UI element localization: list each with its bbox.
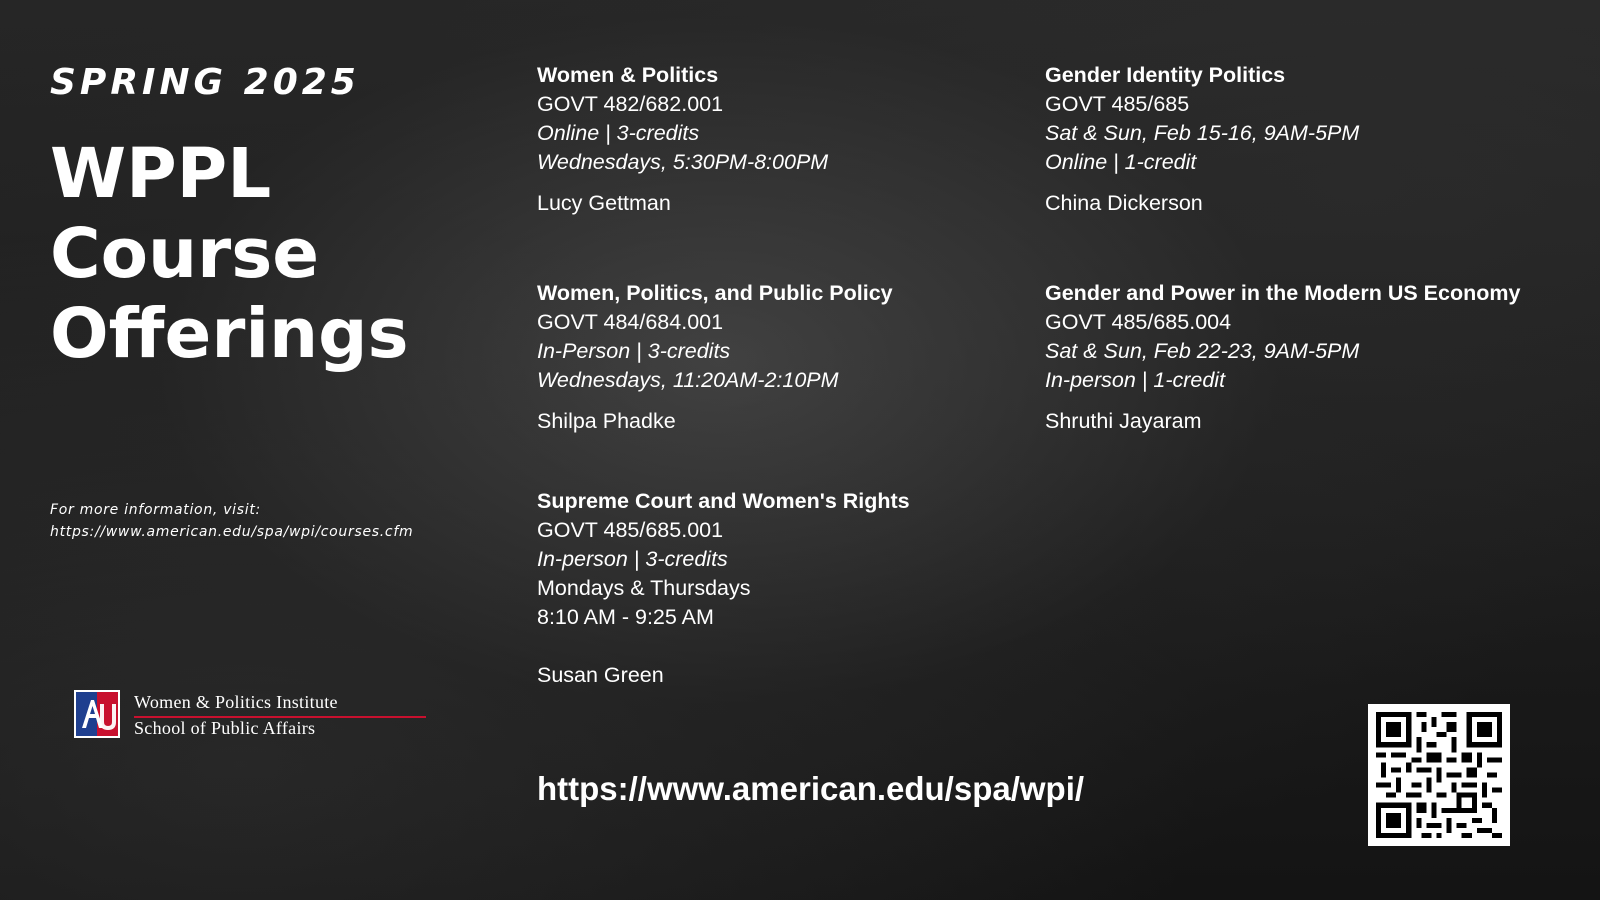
course-card	[537, 487, 910, 690]
more-info-label: For more information, visit:	[50, 502, 261, 518]
course-format: In-person | 3-credits	[537, 547, 728, 571]
course-format: Online | 3-credits	[537, 121, 700, 145]
course-format: In-Person | 3-credits	[537, 339, 731, 363]
course-code: GOVT 484/684.001	[537, 310, 724, 334]
course-title: Supreme Court and Women's Rights	[537, 489, 910, 513]
logo-institute-name: Women & Politics Institute	[134, 692, 338, 712]
course-card	[1045, 279, 1520, 436]
course-code: GOVT 485/685.004	[1045, 310, 1232, 334]
website-link[interactable]: https://www.american.edu/spa/wpi/	[537, 770, 1085, 807]
course-card	[537, 61, 828, 218]
course-code: GOVT 482/682.001	[537, 92, 724, 116]
course-title: Gender and Power in the Modern US Economy	[1045, 281, 1521, 305]
title-line: Offerings	[50, 294, 409, 374]
course-schedule: Sat & Sun, Feb 15-16, 9AM-5PM	[1045, 121, 1360, 145]
course-schedule: Sat & Sun, Feb 22-23, 9AM-5PM	[1045, 339, 1360, 363]
logo-school-name: School of Public Affairs	[134, 718, 316, 738]
course-format: In-person | 1-credit	[1045, 368, 1226, 392]
more-info	[50, 499, 413, 543]
course-instructor: Lucy Gettman	[537, 191, 671, 215]
course-instructor: Shilpa Phadke	[537, 409, 676, 433]
course-card	[1045, 61, 1359, 218]
course-time: 8:10 AM - 9:25 AM	[537, 605, 714, 629]
course-format: Online | 1-credit	[1045, 150, 1197, 174]
course-instructor: Susan Green	[537, 663, 664, 687]
qr-code-icon	[1376, 712, 1502, 838]
qr-code[interactable]	[1368, 704, 1510, 846]
title-line: Course	[50, 214, 320, 294]
page-title	[50, 134, 480, 374]
course-code: GOVT 485/685	[1045, 92, 1190, 116]
au-logo-icon	[74, 690, 120, 738]
course-code: GOVT 485/685.001	[537, 518, 724, 542]
course-title: Gender Identity Politics	[1045, 63, 1286, 87]
course-card	[537, 279, 893, 436]
course-schedule: Mondays & Thursdays	[537, 576, 751, 600]
course-title: Women, Politics, and Public Policy	[537, 281, 893, 305]
course-schedule: Wednesdays, 11:20AM-2:10PM	[537, 368, 839, 392]
course-schedule: Wednesdays, 5:30PM-8:00PM	[537, 150, 829, 174]
course-title: Women & Politics	[537, 63, 719, 87]
title-line: WPPL	[50, 134, 272, 214]
institute-logo	[74, 690, 426, 742]
more-info-link[interactable]: https://www.american.edu/spa/wpi/courses.cfm	[50, 524, 414, 540]
season-label: SPRING 2025	[50, 62, 360, 103]
course-instructor: China Dickerson	[1045, 191, 1203, 215]
course-instructor: Shruthi Jayaram	[1045, 409, 1202, 433]
